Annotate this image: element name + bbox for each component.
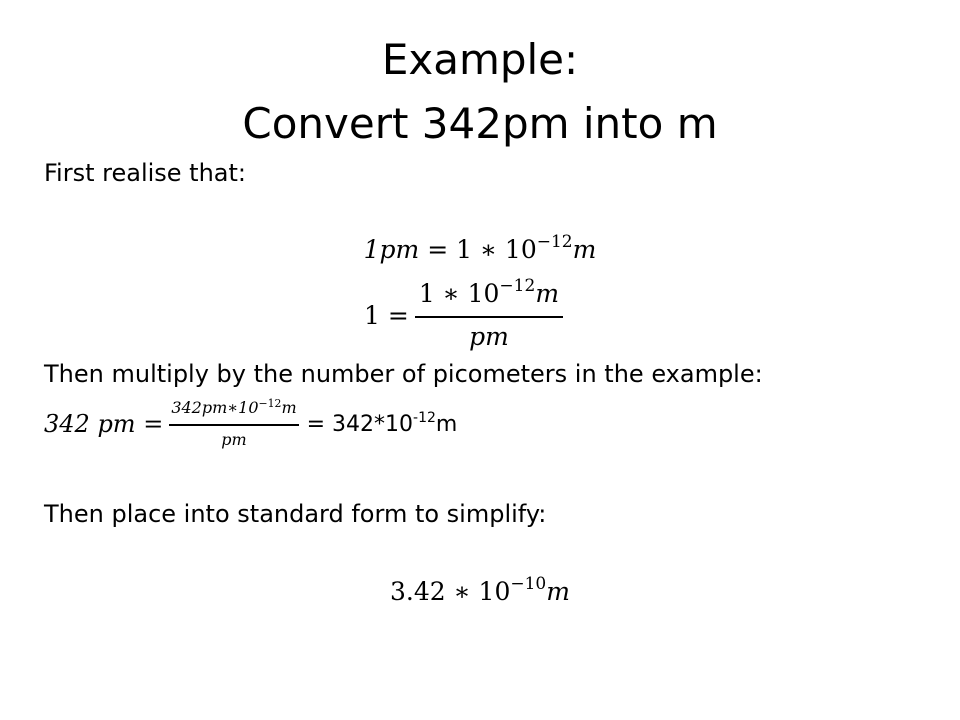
eq3-equals: =	[143, 410, 164, 438]
intro-text: First realise that:	[44, 159, 247, 187]
eq3-num-unit: m	[281, 398, 297, 418]
eq4-unit: m	[546, 577, 570, 606]
eq3-num-exponent: −12	[258, 396, 282, 410]
eq2-lhs-value: 1	[364, 300, 380, 330]
eq3-rhs-exponent: -12	[413, 409, 436, 426]
step-3-text: Then place into standard form to simplify:	[44, 500, 547, 528]
equation-4	[0, 574, 960, 613]
eq3-fraction	[169, 397, 298, 451]
eq3-lhs	[44, 410, 163, 438]
equation-2	[364, 276, 563, 354]
eq1-equals: =	[427, 235, 449, 264]
eq2-num-unit: m	[535, 278, 560, 308]
eq1-rhs-exponent: −12	[536, 232, 573, 253]
eq2-num-exponent: −12	[499, 275, 536, 296]
step-2-text: Then multiply by the number of picometers in the example:	[44, 360, 763, 388]
eq3-numerator	[169, 397, 298, 424]
eq2-fraction	[415, 275, 563, 352]
slide-title-line-1: Example:	[381, 35, 579, 84]
eq3-rhs	[306, 409, 458, 437]
equation-1	[0, 232, 960, 271]
eq2-denominator: pm	[469, 321, 509, 351]
eq4-exponent: −10	[510, 574, 547, 595]
eq2-numerator	[415, 275, 563, 316]
eq3-denominator: pm	[221, 429, 247, 449]
eq3-lhs-value: 342 pm	[44, 410, 136, 438]
eq2-equals: =	[387, 300, 409, 330]
eq3-rhs-prefix: = 342*10	[306, 411, 414, 437]
eq1-lhs: 1pm	[363, 235, 420, 264]
eq3-rhs-unit: m	[435, 411, 458, 437]
eq2-num-coef: 1 ∗ 10	[418, 278, 500, 308]
eq3-num-coef: 342pm∗10	[171, 398, 259, 418]
equation-3	[44, 392, 457, 456]
eq1-rhs-unit: m	[572, 235, 597, 264]
eq1-rhs-coef: 1 ∗ 10	[456, 235, 537, 264]
eq4-coef: 3.42 ∗ 10	[390, 577, 511, 606]
slide-title-line-2: Convert 342pm into m	[242, 99, 718, 148]
eq2-lhs	[364, 301, 409, 330]
